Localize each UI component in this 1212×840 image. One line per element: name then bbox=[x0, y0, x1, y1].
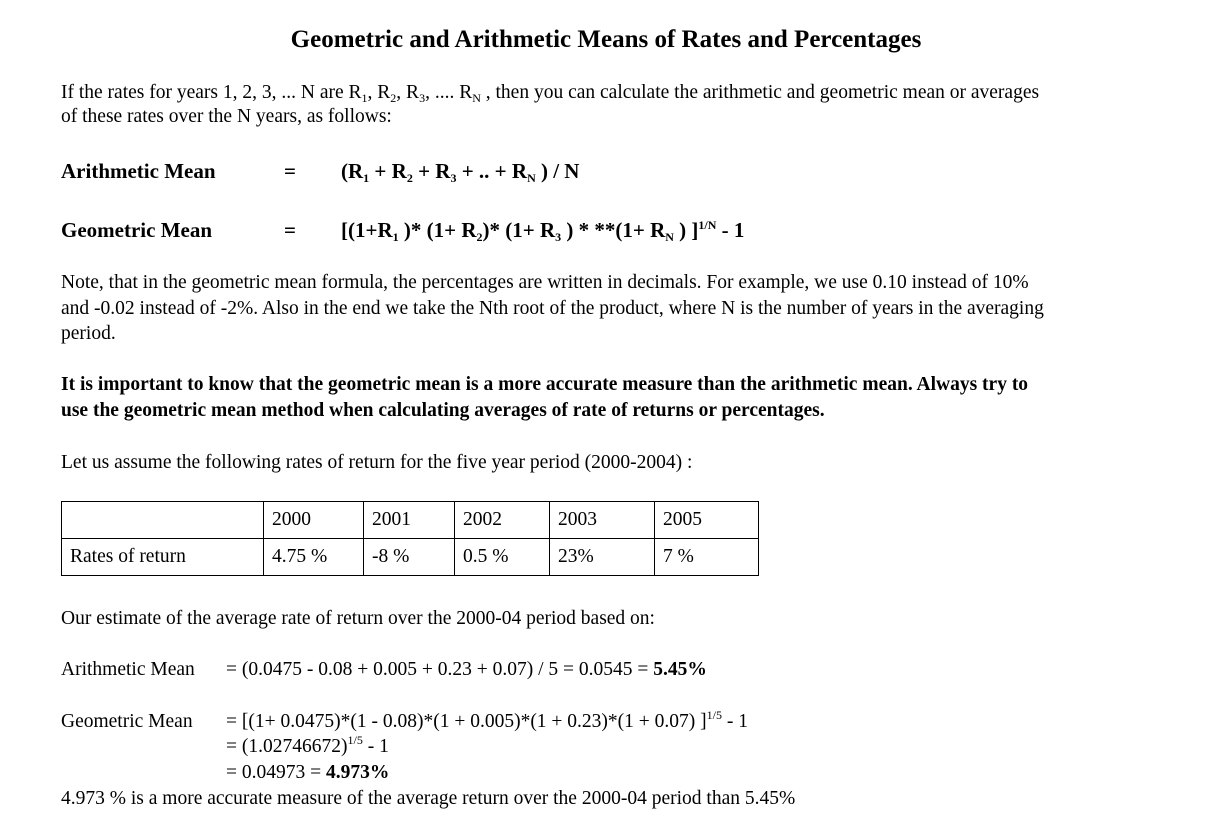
intro-sep-1: , R bbox=[367, 82, 391, 103]
table-cell: Rates of return bbox=[62, 539, 264, 576]
table-cell: 4.75 % bbox=[264, 539, 364, 576]
calc-geo-label: Geometric Mean bbox=[61, 711, 193, 732]
calc-geo-line-2 bbox=[226, 735, 389, 759]
geo-f-0: [(1+R bbox=[341, 218, 393, 242]
table-cell: 0.5 % bbox=[455, 539, 550, 576]
sub-1: 1 bbox=[361, 91, 368, 105]
calc-geo-line-2-sup: 1/5 bbox=[347, 733, 363, 747]
estimate-text: Our estimate of the average rate of return over the 2000-04 period based on: bbox=[61, 608, 655, 629]
geo-f-8: ) ] bbox=[673, 218, 699, 242]
calc-geo-line-2-tail: - 1 bbox=[362, 736, 389, 757]
calc-geo-result: 4.973% bbox=[326, 762, 390, 783]
important-line-2: use the geometric mean method when calculating averages of rate of returns or percentages. bbox=[61, 400, 825, 421]
table-cell: 2005 bbox=[655, 502, 759, 539]
sub-3: 3 bbox=[419, 91, 426, 105]
calc-arith-result: 5.45% bbox=[653, 659, 707, 680]
arith-f-6: + .. + R bbox=[456, 159, 528, 183]
table-cell bbox=[62, 502, 264, 539]
page-title: Geometric and Arithmetic Means of Rates and Percentages bbox=[290, 26, 922, 53]
table-cell: -8 % bbox=[364, 539, 455, 576]
sub-n: N bbox=[472, 91, 481, 105]
arith-f-2: + R bbox=[369, 159, 407, 183]
geo-mean-label: Geometric Mean bbox=[61, 218, 213, 242]
conclusion-text: 4.973 % is a more accurate measure of the average return over the 2000-04 period than 5.45% bbox=[61, 788, 796, 809]
calc-geo-line-1-sup: 1/5 bbox=[706, 708, 722, 722]
table-row bbox=[62, 539, 759, 576]
note-line-2: and -0.02 instead of -2%. Also in the end we take the Nth root of the product, where N is the number of years in the averaging bbox=[61, 298, 1044, 319]
table-header-row bbox=[62, 502, 759, 539]
arith-formula bbox=[341, 159, 579, 183]
intro-line-1 bbox=[61, 81, 1039, 105]
table-cell: 7 % bbox=[655, 539, 759, 576]
geo-formula bbox=[341, 218, 744, 242]
calc-arith-expr bbox=[226, 658, 707, 682]
geo-f-2: )* (1+ R bbox=[398, 218, 477, 242]
geo-equals: = bbox=[284, 218, 296, 242]
intro-text-a: If the rates for years 1, 2, 3, ... N are R bbox=[61, 82, 362, 103]
calc-geo-line-1-tail: - 1 bbox=[722, 711, 748, 732]
table-cell: 2001 bbox=[364, 502, 455, 539]
geo-f-4: )* (1+ R bbox=[482, 218, 556, 242]
calc-geo-line-1 bbox=[226, 710, 748, 734]
intro-text-b: , then you can calculate the arithmetic and geometric mean or averages bbox=[480, 82, 1040, 103]
intro-sep-3: , .... R bbox=[425, 82, 473, 103]
note-line-1: Note, that in the geometric mean formula, the percentages are written in decimals. For example, we use 0.10 instead of 10% bbox=[61, 272, 1029, 293]
arith-f-5: 3 bbox=[450, 171, 457, 185]
arith-f-8: ) / N bbox=[535, 159, 580, 183]
calc-geo-line-3-text: = 0.04973 = bbox=[226, 762, 326, 783]
table-cell: 2003 bbox=[550, 502, 655, 539]
geo-f-9: 1/N bbox=[698, 218, 717, 232]
assume-text: Let us assume the following rates of return for the five year period (2000-2004) : bbox=[61, 452, 693, 473]
calc-geo-line-2-text: = (1.02746672) bbox=[226, 736, 348, 757]
table-cell: 2000 bbox=[264, 502, 364, 539]
geo-f-5: 3 bbox=[555, 230, 562, 244]
sub-2: 2 bbox=[390, 91, 397, 105]
arith-f-7: N bbox=[527, 171, 536, 185]
calc-geo-line-1-text: = [(1+ 0.0475)*(1 - 0.08)*(1 + 0.005)*(1 + 0.23)*(1 + 0.07) ] bbox=[226, 711, 707, 732]
geo-f-6: ) * **(1+ R bbox=[561, 218, 666, 242]
table-cell: 23% bbox=[550, 539, 655, 576]
arith-equals: = bbox=[284, 159, 296, 183]
geo-f-3: 2 bbox=[476, 230, 483, 244]
note-line-3: period. bbox=[61, 323, 116, 344]
rates-table bbox=[61, 501, 759, 576]
calc-arith-label: Arithmetic Mean bbox=[61, 659, 195, 680]
calc-geo-line-3 bbox=[226, 761, 389, 785]
calc-arith-expression: = (0.0475 - 0.08 + 0.005 + 0.23 + 0.07) / 5 = 0.0545 = bbox=[226, 659, 654, 680]
arith-f-1: 1 bbox=[363, 171, 370, 185]
arith-f-4: + R bbox=[412, 159, 451, 183]
geo-f-1: 1 bbox=[392, 230, 399, 244]
intro-line-2: of these rates over the N years, as follows: bbox=[61, 106, 392, 127]
important-line-1: It is important to know that the geometric mean is a more accurate measure than the arithmetic mean. Always try to bbox=[61, 374, 1029, 395]
arith-f-3: 2 bbox=[406, 171, 413, 185]
arith-f-0: (R bbox=[341, 159, 364, 183]
table-cell: 2002 bbox=[455, 502, 550, 539]
arith-mean-label: Arithmetic Mean bbox=[61, 159, 216, 183]
geo-f-7: N bbox=[665, 230, 674, 244]
geo-f-10: - 1 bbox=[716, 218, 745, 242]
intro-sep-2: , R bbox=[396, 82, 420, 103]
